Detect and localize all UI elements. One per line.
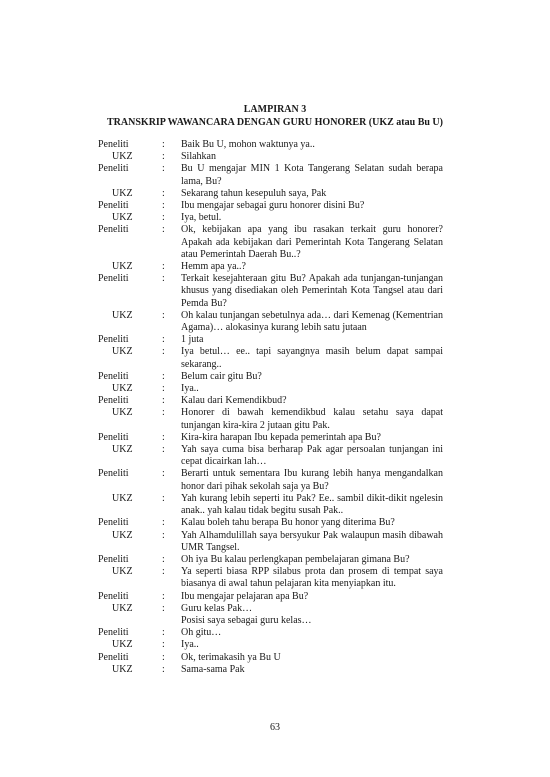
separator-colon: : xyxy=(162,163,165,175)
transcript-row xyxy=(0,444,550,468)
utterance-text: Ok, terimakasih ya Bu U xyxy=(181,651,281,663)
separator-colon: : xyxy=(162,602,165,614)
page-number: 63 xyxy=(270,722,280,733)
speaker-label: Peneliti xyxy=(98,590,129,602)
separator-colon: : xyxy=(162,590,165,602)
transcript-row xyxy=(0,530,550,554)
separator-colon: : xyxy=(162,566,165,578)
separator-colon: : xyxy=(162,334,165,346)
transcript-row xyxy=(0,383,550,395)
separator-colon: : xyxy=(162,639,165,651)
speaker-label: UKZ xyxy=(112,261,133,273)
separator-colon: : xyxy=(162,444,165,456)
separator-colon: : xyxy=(162,273,165,285)
utterance-text: Iya.. xyxy=(181,383,199,395)
separator-colon: : xyxy=(162,200,165,212)
transcript-row xyxy=(0,493,550,517)
speaker-label: UKZ xyxy=(112,639,133,651)
utterance-text: Yah saya cuma bisa berharap Pak agar persoalan tunjangan ini cepat dicairkan lah… xyxy=(181,444,443,468)
transcript-row xyxy=(0,432,550,444)
speaker-label: UKZ xyxy=(112,187,133,199)
speaker-label: Peneliti xyxy=(98,139,129,150)
separator-colon: : xyxy=(162,627,165,639)
separator-colon: : xyxy=(162,395,165,407)
separator-colon: : xyxy=(162,651,165,663)
transcript-row xyxy=(0,639,550,651)
separator-colon: : xyxy=(162,529,165,541)
transcript-row xyxy=(0,395,550,407)
transcript-row xyxy=(0,346,550,370)
transcript-row xyxy=(0,261,550,273)
speaker-label: Peneliti xyxy=(98,200,129,212)
transcript-row xyxy=(0,163,550,187)
utterance-text: Bu U mengajar MIN 1 Kota Tangerang Selatan sudah berapa lama, Bu? xyxy=(181,163,443,187)
transcript-row xyxy=(0,224,550,261)
speaker-label: UKZ xyxy=(112,566,133,578)
speaker-label: UKZ xyxy=(112,529,133,541)
utterance-text: 1 juta xyxy=(181,334,204,346)
separator-colon: : xyxy=(162,492,165,504)
transcript-row xyxy=(0,212,550,224)
transcript-row xyxy=(0,371,550,383)
utterance-text: Yah kurang lebih seperti itu Pak? Ee.. sambil dikit-dikit ngelesin anak.. yah kalau tidak begitu susah Pak.. xyxy=(181,492,443,517)
speaker-label: UKZ xyxy=(112,151,133,163)
utterance-text: Terkait kesejahteraan gitu Bu? Apakah ada tunjangan-tunjangan khusus yang disediakan oleh Pemerintah Kota Tangsel atau dari Pemda Bu? xyxy=(181,273,443,309)
speaker-label: Peneliti xyxy=(98,224,129,236)
utterance-text: Hemm apa ya..? xyxy=(181,261,246,273)
transcript-row xyxy=(0,310,550,334)
transcript-row xyxy=(0,517,550,529)
utterance-text: Belum cair gitu Bu? xyxy=(181,370,262,382)
utterance-text: Ibu mengajar sebagai guru honorer disini Bu? xyxy=(181,200,365,212)
speaker-label: Peneliti xyxy=(98,468,129,480)
transcript-row xyxy=(0,603,550,615)
utterance-text: Posisi saya sebagai guru kelas… xyxy=(181,614,312,626)
transcript-row xyxy=(0,407,550,431)
page-subtitle: TRANSKRIP WAWANCARA DENGAN GURU HONORER (UKZ atau Bu U) xyxy=(107,117,443,128)
separator-colon: : xyxy=(162,212,165,224)
utterance-text: Sekarang tahun kesepuluh saya, Pak xyxy=(181,187,327,199)
utterance-text: Ok, kebijakan apa yang ibu rasakan terkait guru honorer? Apakah ada kebijakan dari Pemerintah Kota Tangerang Selatan atau Pemerintah Daerah Bu..? xyxy=(181,224,443,260)
speaker-label: UKZ xyxy=(112,663,133,675)
speaker-label: Peneliti xyxy=(98,334,129,346)
separator-colon: : xyxy=(162,383,165,395)
separator-colon: : xyxy=(162,346,165,358)
utterance-text: Kalau boleh tahu berapa Bu honor yang diterima Bu? xyxy=(181,517,395,529)
utterance-text: Oh iya Bu kalau perlengkapan pembelajaran gimana Bu? xyxy=(181,553,410,565)
separator-colon: : xyxy=(162,309,165,321)
transcript-row xyxy=(0,591,550,603)
separator-colon: : xyxy=(162,187,165,199)
speaker-label: Peneliti xyxy=(98,370,129,382)
separator-colon: : xyxy=(162,151,165,163)
speaker-label: UKZ xyxy=(112,309,133,321)
transcript-row xyxy=(0,139,550,151)
utterance-text: Iya, betul. xyxy=(181,212,222,224)
utterance-text: Oh gitu… xyxy=(181,627,222,639)
speaker-label: UKZ xyxy=(112,444,133,456)
speaker-label: UKZ xyxy=(112,383,133,395)
transcript-row xyxy=(0,334,550,346)
speaker-label: Peneliti xyxy=(98,651,129,663)
speaker-label: Peneliti xyxy=(98,273,129,285)
transcript-row xyxy=(0,652,550,664)
separator-colon: : xyxy=(162,261,165,273)
speaker-label: Peneliti xyxy=(98,553,129,565)
separator-colon: : xyxy=(162,370,165,382)
utterance-text: Iya.. xyxy=(181,639,199,651)
utterance-text: Sama-sama Pak xyxy=(181,663,245,675)
transcript-row xyxy=(0,468,550,492)
utterance-text: Silahkan xyxy=(181,151,216,163)
separator-colon: : xyxy=(162,407,165,419)
speaker-label: Peneliti xyxy=(98,395,129,407)
transcript-row xyxy=(0,273,550,310)
utterance-text: Kalau dari Kemendikbud? xyxy=(181,395,287,407)
transcript-row xyxy=(0,627,550,639)
transcript-row xyxy=(0,188,550,200)
transcript-row xyxy=(0,151,550,163)
utterance-text: Baik Bu U, mohon waktunya ya.. xyxy=(181,139,315,150)
speaker-label: UKZ xyxy=(112,602,133,614)
transcript-row xyxy=(0,200,550,212)
utterance-text: Ya seperti biasa RPP silabus prota dan prosem di tempat saya biasanya di awal tahun pelajaran kita menyiapkan itu. xyxy=(181,566,443,590)
separator-colon: : xyxy=(162,553,165,565)
utterance-text: Guru kelas Pak… xyxy=(181,602,253,614)
utterance-text: Oh kalau tunjangan sebetulnya ada… dari Kemenag (Kementrian Agama)… alokasinya kurang lebih satu jutaan xyxy=(181,309,443,334)
utterance-text: Kira-kira harapan Ibu kepada pemerintah apa Bu? xyxy=(181,431,381,443)
utterance-text: Yah Alhamdulillah saya bersyukur Pak walaupun masih dibawah UMR Tangsel. xyxy=(181,529,443,553)
transcript-table xyxy=(0,139,550,676)
utterance-text: Berarti untuk sementara Ibu kurang lebih hanya mengandalkan honor dari pihak sekolah saja ya Bu? xyxy=(181,468,443,492)
page-title: LAMPIRAN 3 xyxy=(243,104,307,115)
separator-colon: : xyxy=(162,663,165,675)
separator-colon: : xyxy=(162,468,165,480)
separator-colon: : xyxy=(162,224,165,236)
separator-colon: : xyxy=(162,139,165,150)
utterance-text: Iya betul… ee.. tapi sayangnya masih belum dapat sampai sekarang.. xyxy=(181,346,443,370)
transcript-row xyxy=(0,554,550,566)
speaker-label: UKZ xyxy=(112,492,133,504)
speaker-label: UKZ xyxy=(112,346,133,358)
separator-colon: : xyxy=(162,431,165,443)
separator-colon: : xyxy=(162,517,165,529)
speaker-label: Peneliti xyxy=(98,431,129,443)
speaker-label: Peneliti xyxy=(98,627,129,639)
utterance-text: Honorer di bawah kemendikbud kalau setahu saya dapat tunjangan kira-kira 2 jutaan gitu Pak. xyxy=(181,407,443,431)
transcript-row xyxy=(0,615,550,627)
speaker-label: UKZ xyxy=(112,212,133,224)
transcript-row xyxy=(0,566,550,590)
transcript-row xyxy=(0,664,550,676)
speaker-label: Peneliti xyxy=(98,517,129,529)
utterance-text: Ibu mengajar pelajaran apa Bu? xyxy=(181,590,309,602)
speaker-label: UKZ xyxy=(112,407,133,419)
speaker-label: Peneliti xyxy=(98,163,129,175)
